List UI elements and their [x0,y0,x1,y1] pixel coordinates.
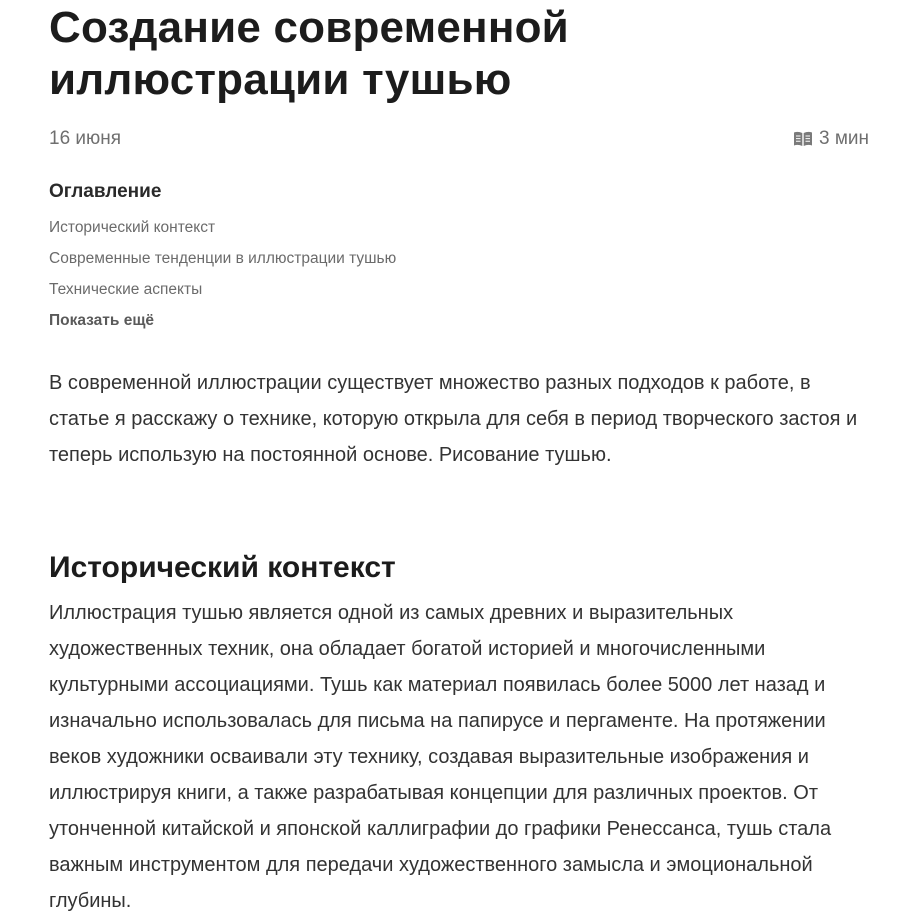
section-paragraph: Иллюстрация тушью является одной из самых древних и выразительных художественных техник, она обладает богатой историей и многочисленными культурными ассоциациями. Тушь как материал появилась более 5000 лет назад и изначально использовалась для письма на папирусе и пергаменте. На протяжении веков художники осваивали эту технику, создавая выразительные изображения и иллюстрируя книги, а также разрабатывая концепции для различных проектов. От утонченной китайской и японской каллиграфии до графики Ренессанса, тушь стала важным инструментом для передачи художественного замысла и эмоциональной глубины. [49,602,832,911]
toc-item-modern-trends[interactable]: Современные тенденции в иллюстрации тушью [49,250,397,267]
article-title: Создание современной иллюстрации тушью [49,3,569,104]
read-time [793,128,869,150]
toc-item-historical-context[interactable]: Исторический контекст [49,219,216,236]
read-time-value: 3 мин [818,128,869,149]
publish-date: 16 июня [49,128,122,149]
show-more-button[interactable]: Показать ещё [49,312,155,329]
intro-paragraph: В современной иллюстрации существует множество разных подходов к работе, в статье я расскажу о технике, которую открыла для себя в период творческого застоя и теперь использую на постоянной основе. Рисование тушью. [49,372,858,466]
book-icon [793,130,813,148]
toc-list [49,212,869,305]
toc-item-technical-aspects[interactable]: Технические аспекты [49,281,203,298]
toc-heading: Оглавление [49,181,162,202]
section-heading: Исторический контекст [49,551,396,584]
table-of-contents [49,180,869,336]
article-meta [49,128,869,154]
